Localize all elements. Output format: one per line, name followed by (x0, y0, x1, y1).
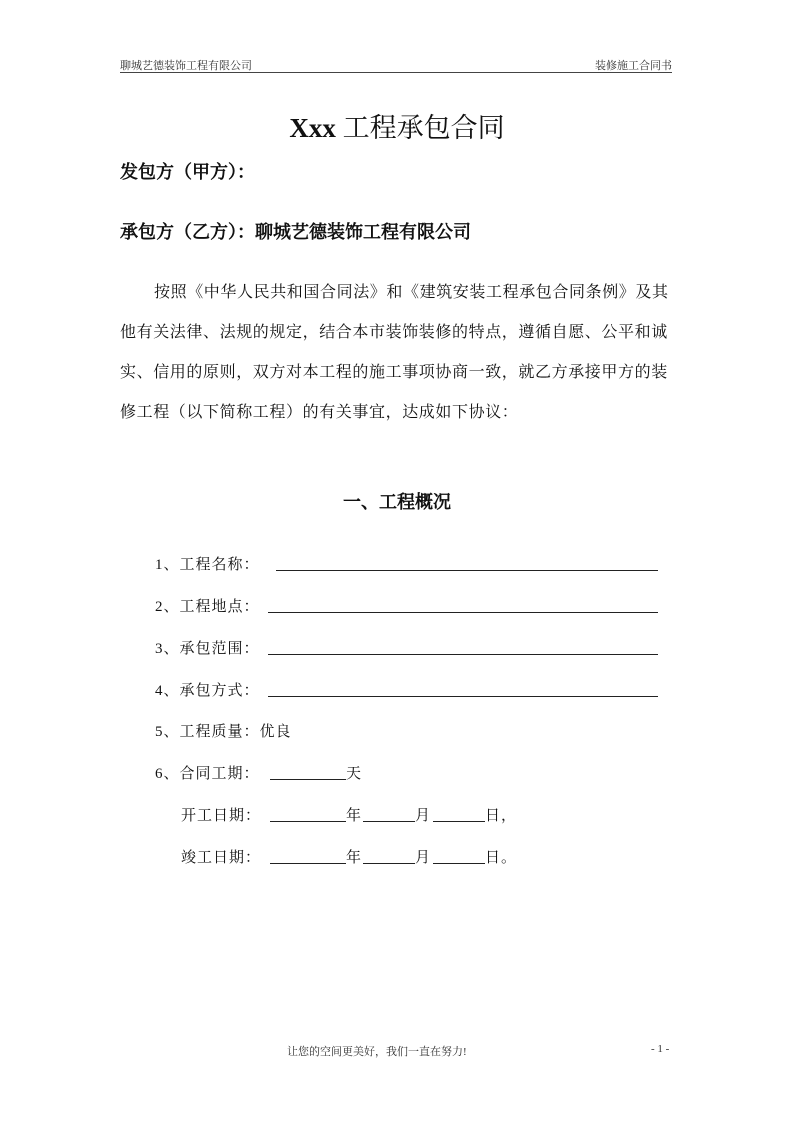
start-year-unit: 年 (346, 808, 363, 824)
header-doc-type: 装修施工合同书 (595, 60, 672, 72)
item-quality (155, 720, 292, 741)
start-day-field[interactable] (433, 821, 485, 822)
item-quality-value: 优良 (259, 724, 292, 740)
duration-unit: 天 (346, 766, 363, 782)
project-location-field[interactable] (268, 612, 658, 613)
item-project-location-label: 2、工程地点： (155, 599, 260, 615)
party-a-label: 发包方（甲方）： (120, 162, 255, 182)
party-b-value: 聊城艺德装饰工程有限公司 (255, 222, 471, 242)
party-b-label: 承包方（乙方）： (120, 222, 255, 242)
project-name-field[interactable] (276, 570, 658, 571)
end-month-unit: 月 (415, 850, 432, 866)
item-contract-method-label: 4、承包方式： (155, 683, 260, 699)
section-heading: 一、工程概况 (343, 492, 451, 512)
title-text: 工程承包合同 (342, 113, 505, 143)
end-date-label: 竣工日期： (181, 850, 262, 866)
start-date-label: 开工日期： (181, 808, 262, 824)
end-day-field[interactable] (433, 863, 485, 864)
header-divider (120, 72, 672, 73)
item-duration-label: 6、合同工期： (155, 766, 260, 782)
footer-slogan: 让您的空间更美好，我们一直在努力! (287, 1046, 467, 1058)
contract-scope-field[interactable] (268, 654, 658, 655)
party-a (120, 158, 255, 184)
duration-field[interactable] (270, 779, 346, 780)
contract-method-field[interactable] (268, 696, 658, 697)
title-prefix: Xxx (289, 113, 336, 143)
start-month-unit: 月 (415, 808, 432, 824)
party-b (120, 218, 471, 244)
intro-paragraph: 按照《中华人民共和国合同法》和《建筑安装工程承包合同条例》及其他有关法律、法规的规定，结合本市装饰装修的特点，遵循自愿、公平和诚实、信用的原则，双方对本工程的施工事项协商一致，就乙方承接甲方的装修工程（以下简称工程）的有关事宜，达成如下协议： (120, 284, 669, 421)
end-year-field[interactable] (270, 863, 346, 864)
end-day-unit: 日。 (485, 850, 518, 866)
item-contract-scope-label: 3、承包范围： (155, 641, 260, 657)
header-company: 聊城艺德装饰工程有限公司 (120, 60, 252, 72)
start-year-field[interactable] (270, 821, 346, 822)
page-number: - 1 - (651, 1043, 670, 1055)
item-project-name-label: 1、工程名称： (155, 557, 260, 573)
end-year-unit: 年 (346, 850, 363, 866)
item-quality-label: 5、工程质量： (155, 724, 260, 740)
start-day-unit: 日， (485, 808, 518, 824)
start-month-field[interactable] (363, 821, 415, 822)
end-month-field[interactable] (363, 863, 415, 864)
document-title (0, 106, 794, 145)
